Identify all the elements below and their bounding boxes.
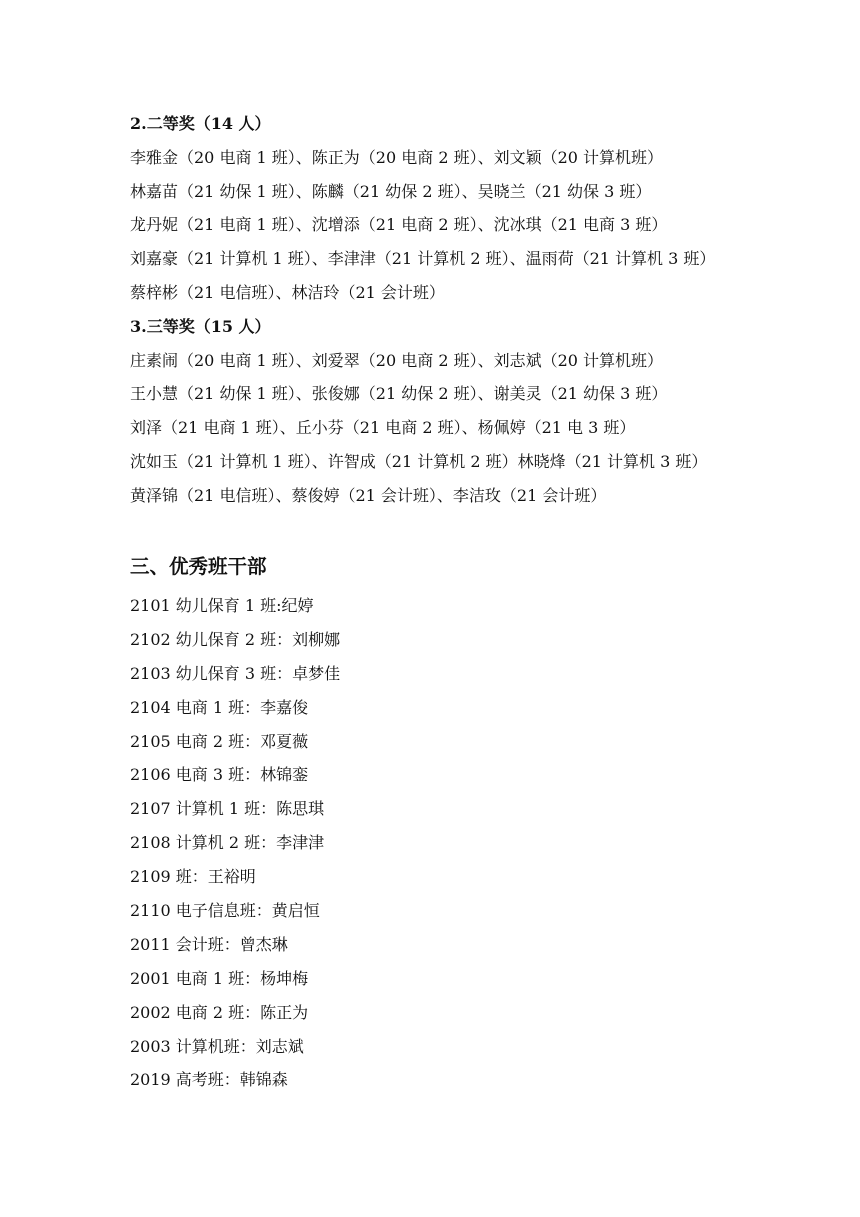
third-prize-line: 黄泽锦（21 电信班）、蔡俊婷（21 会计班）、李洁玫（21 会计班） (130, 485, 607, 505)
cadre-line: 2102 幼儿保育 2 班：刘柳娜 (130, 629, 341, 649)
second-prize-line: 林嘉苗（21 幼保 1 班）、陈麟（21 幼保 2 班）、吴晓兰（21 幼保 3 班） (130, 181, 652, 201)
excellent-cadres-block (130, 547, 830, 1097)
cadre-line: 2003 计算机班：刘志斌 (130, 1036, 304, 1056)
cadre-line: 2002 电商 2 班：陈正为 (130, 1002, 309, 1022)
cadre-line: 2107 计算机 1 班：陈思琪 (130, 799, 325, 819)
third-prize-line: 沈如玉（21 计算机 1 班）、许智成（21 计算机 2 班）林晓烽（21 计算机 3 班） (130, 451, 708, 471)
second-prize-heading: 2.二等奖（14 人） (130, 114, 271, 133)
cadre-line: 2108 计算机 2 班：李津津 (130, 833, 325, 853)
cadre-line: 2001 电商 1 班：杨坤梅 (130, 968, 309, 988)
cadre-line: 2104 电商 1 班：李嘉俊 (130, 697, 309, 717)
third-prize-line: 庄素闹（20 电商 1 班）、刘爱翠（20 电商 2 班）、刘志斌（20 计算机班） (130, 350, 664, 370)
cadre-line: 2103 幼儿保育 3 班：卓梦佳 (130, 663, 341, 683)
excellent-cadres-heading: 三、优秀班干部 (130, 555, 267, 578)
cadre-line: 2101 幼儿保育 1 班:纪婷 (130, 596, 314, 615)
third-prize-line: 王小慧（21 幼保 1 班）、张俊娜（21 幼保 2 班）、谢美灵（21 幼保 3 班） (130, 384, 668, 404)
third-prize-line: 刘泽（21 电商 1 班）、丘小芬（21 电商 2 班）、杨佩婷（21 电 3 班） (130, 418, 636, 438)
cadre-line: 2019 高考班：韩锦森 (130, 1070, 288, 1090)
second-prize-line: 李雅金（20 电商 1 班）、陈正为（20 电商 2 班）、刘文颖（20 计算机班） (130, 147, 664, 167)
cadre-line: 2110 电子信息班：黄启恒 (130, 901, 320, 921)
second-prize-list (130, 141, 830, 310)
third-prize-list (130, 344, 830, 513)
second-prize-line: 蔡梓彬（21 电信班）、林洁玲（21 会计班） (130, 282, 445, 302)
cadre-line: 2106 电商 3 班：林锦銮 (130, 765, 309, 785)
excellent-cadres-list (130, 589, 830, 1097)
second-prize-line: 刘嘉豪（21 计算机 1 班）、李津津（21 计算机 2 班）、温雨荷（21 计算机 3 班） (130, 249, 716, 269)
third-prize-heading: 3.三等奖（15 人） (130, 316, 271, 336)
second-prize-line: 龙丹妮（21 电商 1 班）、沈增添（21 电商 2 班）、沈冰琪（21 电商 3 班） (130, 215, 668, 235)
cadre-line: 2011 会计班：曾杰琳 (130, 934, 288, 954)
awards-block (130, 107, 830, 513)
cadre-line: 2109 班：王裕明 (130, 867, 256, 887)
cadre-line: 2105 电商 2 班：邓夏薇 (130, 731, 309, 751)
